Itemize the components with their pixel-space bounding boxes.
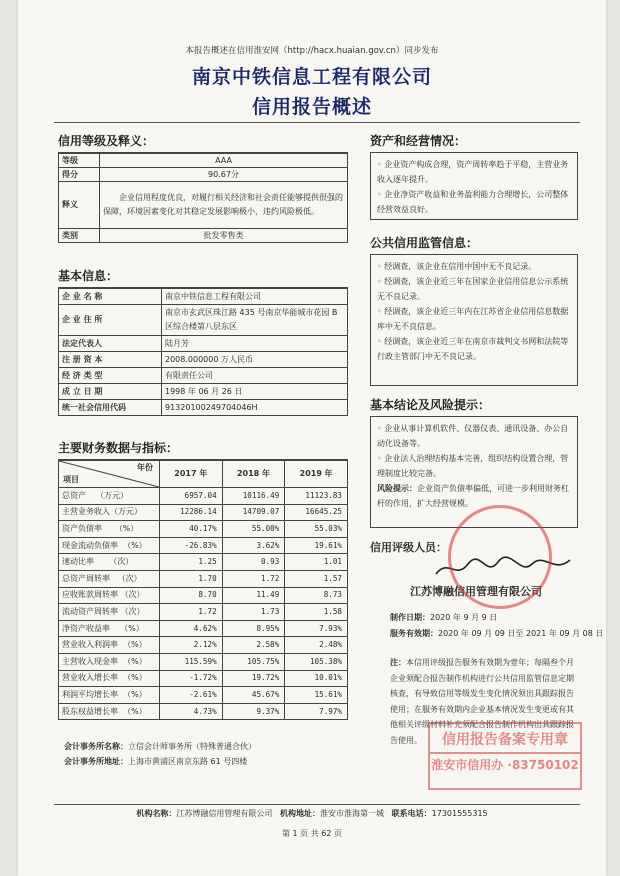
finance-row <box>59 604 348 621</box>
score-value: 90.67分 <box>100 168 348 182</box>
finance-row <box>59 670 348 687</box>
filing-stamp: 信用报告备案专用章 淮安市信用办 ·83750102 <box>428 722 582 790</box>
finance-value: 15.61% <box>285 687 348 704</box>
grade-heading: 信用等级及释义： <box>58 132 348 149</box>
finance-value: 10.01% <box>285 670 348 687</box>
finance-row <box>59 488 348 505</box>
title-divider <box>54 122 580 123</box>
grade-table <box>58 153 348 243</box>
finance-value: -26.83% <box>160 537 223 554</box>
definition-value: 企业信用程度优良，对履行相关经济和社会责任能够提供很强的保障，环境因素变化对其稳定发展影响极小，违约风险极低。 <box>100 182 348 229</box>
assets-item: ◦ 企业净资产收益和业务盈利能力合理增长，公司整体经营效益良好。 <box>377 190 569 214</box>
assets-box <box>370 152 578 220</box>
econ-type-label: 经 济 类 型 <box>59 368 162 384</box>
audit-address-line: 会计事务所地址：上海市黄浦区南京东路 61 号四楼 <box>64 757 248 766</box>
finance-value: 4.62% <box>160 620 223 637</box>
finance-item-label: 净资产收益率 （%） <box>59 620 160 637</box>
make-date-line: 制作日期：2020 年 9 月 9 日 <box>390 613 498 622</box>
finance-row <box>59 554 348 571</box>
finance-value: 105.75% <box>222 653 285 670</box>
finance-row <box>59 637 348 654</box>
finance-value: 8.95% <box>222 620 285 637</box>
finance-value: 2.12% <box>160 637 223 654</box>
finance-value: 7.93% <box>285 620 348 637</box>
founded-value: 1998 年 06 月 26 日 <box>162 384 348 400</box>
company-seal <box>448 505 552 609</box>
finance-item-label: 速动比率 （次） <box>59 554 160 571</box>
finance-value: 8.70 <box>160 587 223 604</box>
finance-corner-cell <box>59 461 160 488</box>
finance-value: 1.70 <box>160 570 223 587</box>
finance-item-label: 流动资产周转率 （次） <box>59 604 160 621</box>
founded-label: 成 立 日 期 <box>59 384 162 400</box>
grade-value: AAA <box>100 154 348 168</box>
definition-label: 释义 <box>59 182 100 229</box>
risk-tip: 风险提示：企业资产负债率偏低，可进一步利用财务杠杆的作用，扩大经营规模。 <box>377 484 569 508</box>
finance-value: 45.67% <box>222 687 285 704</box>
finance-row <box>59 521 348 538</box>
note-paragraph: 注：本信用评级报告服务有效期为壹年；每隔叁个月企业须配合报告制作机构进行公共信用监管信息定期核查，有导致信用等级发生变化情况须出具跟踪报告使用；在服务有效期内企业基本情况发生变更或有其他相关评级材料补充须配合报告制作机构出具跟踪报告使用。 <box>390 658 574 745</box>
finance-row <box>59 703 348 720</box>
finance-value: -2.61% <box>160 687 223 704</box>
grade-label: 等级 <box>59 154 100 168</box>
finance-value: 1.58 <box>285 604 348 621</box>
finance-row <box>59 570 348 587</box>
finance-value: 55.03% <box>285 521 348 538</box>
finance-value: 8.73 <box>285 587 348 604</box>
finance-value: 115.59% <box>160 653 223 670</box>
company-title: 南京中铁信息工程有限公司 <box>191 66 432 88</box>
conclusion-item: ◦ 企业从事计算机软件、仪器仪表、通讯设备、办公自动化设备等。 <box>377 424 569 448</box>
public-box <box>370 254 578 386</box>
finance-value: 9.37% <box>222 703 285 720</box>
conclusion-heading: 基本结论及风险提示： <box>370 396 578 413</box>
finance-value: 1.25 <box>160 554 223 571</box>
report-title: 信用报告概述 <box>251 96 372 118</box>
legal-rep-value: 陆月芳 <box>162 336 348 352</box>
finance-value: 1.57 <box>285 570 348 587</box>
finance-value: 11123.83 <box>285 488 348 505</box>
finance-value: 14709.07 <box>222 504 285 521</box>
finance-value: 1.72 <box>160 604 223 621</box>
category-value: 批发零售类 <box>100 229 348 243</box>
public-item: ◦ 经调查，该企业近三年内在江苏省企业信用信息数据库中无不良信息。 <box>377 307 569 331</box>
finance-value: 19.72% <box>222 670 285 687</box>
finance-value: 19.61% <box>285 537 348 554</box>
finance-heading: 主要财务数据与指标： <box>58 439 348 456</box>
finance-item-label: 股东权益增长率 （%） <box>59 703 160 720</box>
econ-type-value: 有限责任公司 <box>162 368 348 384</box>
finance-row <box>59 504 348 521</box>
public-item: ◦ 经调查，该企业近三年在国家企业信用信息公示系统无不良记录。 <box>377 277 569 301</box>
audit-firm-line: 会计事务所名称：立信会计师事务所（特殊普通合伙） <box>64 742 256 751</box>
finance-value: 2.48% <box>285 637 348 654</box>
finance-row <box>59 587 348 604</box>
public-item: ◦ 经调查，该企业近三年在南京市裁判文书网和法院等行政主管部门中无不良记录。 <box>377 337 569 361</box>
public-heading: 公共信用监管信息： <box>370 234 578 251</box>
company-name-label: 企 业 名 称 <box>59 289 162 305</box>
year-header: 2019 年 <box>285 461 348 488</box>
footer-divider <box>54 804 580 805</box>
rating-personnel-label: 信用评级人员： <box>370 541 447 554</box>
basic-table <box>58 288 348 416</box>
company-name-value: 南京中铁信息工程有限公司 <box>162 289 348 305</box>
corner-item-label: 项目 <box>63 475 79 484</box>
finance-item-label: 总资产 （万元） <box>59 488 160 505</box>
year-header: 2018 年 <box>222 461 285 488</box>
finance-value: 55.00% <box>222 521 285 538</box>
credit-code-label: 统一社会信用代码 <box>59 400 162 416</box>
year-header: 2017 年 <box>160 461 223 488</box>
footer-info: 机构名称：江苏博融信用管理有限公司 机构地址：淮安市淮海第一城 联系电话：17301555315 <box>136 809 488 818</box>
score-label: 得分 <box>59 168 100 182</box>
finance-value: -1.72% <box>160 670 223 687</box>
finance-item-label: 主营收入现金率 （%） <box>59 653 160 670</box>
finance-table <box>58 460 348 720</box>
basic-heading: 基本信息： <box>58 267 348 284</box>
category-label: 类别 <box>59 229 100 243</box>
assets-item: ◦ 企业资产构成合理，资产周转率趋于平稳，主营业务收入逐年提升。 <box>377 160 569 184</box>
report-page <box>18 0 606 876</box>
finance-value: 4.73% <box>160 703 223 720</box>
finance-item-label: 总资产周转率 （次） <box>59 570 160 587</box>
finance-value: 16645.25 <box>285 504 348 521</box>
finance-value: 105.38% <box>285 653 348 670</box>
finance-value: 40.17% <box>160 521 223 538</box>
validity-line: 服务有效期：2020 年 09 月 09 日至 2021 年 09 月 08 日 <box>390 629 604 638</box>
finance-row <box>59 653 348 670</box>
top-note: 本报告概述在信用淮安网（http://hacx.huaian.gov.cn）同步发布 <box>185 46 439 56</box>
credit-code-value: 91320100249704046H <box>162 400 348 416</box>
finance-item-label: 资产负债率 （%） <box>59 521 160 538</box>
finance-item-label: 营业收入增长率 （%） <box>59 670 160 687</box>
finance-value: 12286.14 <box>160 504 223 521</box>
finance-row <box>59 537 348 554</box>
address-value: 南京市玄武区珠江路 435 号南京华能城市花园 B 区综合楼第八层东区 <box>162 305 348 336</box>
capital-value: 2008.000000 万人民币 <box>162 352 348 368</box>
finance-item-label: 应收账款周转率 （次） <box>59 587 160 604</box>
finance-value: 2.58% <box>222 637 285 654</box>
finance-value: 1.01 <box>285 554 348 571</box>
assets-heading: 资产和经营情况： <box>370 132 578 149</box>
finance-value: 1.73 <box>222 604 285 621</box>
finance-value: 1.72 <box>222 570 285 587</box>
capital-label: 注 册 资 本 <box>59 352 162 368</box>
finance-item-label: 营业收入利润率 （%） <box>59 637 160 654</box>
finance-value: 0.93 <box>222 554 285 571</box>
rating-agency: 江苏博融信用管理有限公司 <box>410 585 542 598</box>
finance-item-label: 现金流动负债率 （%） <box>59 537 160 554</box>
finance-row <box>59 687 348 704</box>
corner-year-label: 年份 <box>137 463 153 472</box>
finance-value: 11.49 <box>222 587 285 604</box>
legal-rep-label: 法定代表人 <box>59 336 162 352</box>
finance-row <box>59 620 348 637</box>
finance-item-label: 利润平均增长率 （%） <box>59 687 160 704</box>
page-number: 第 1 页 共 62 页 <box>282 829 342 838</box>
address-label: 企 业 住 所 <box>59 305 162 336</box>
finance-value: 6957.04 <box>160 488 223 505</box>
finance-value: 3.62% <box>222 537 285 554</box>
finance-item-label: 主营业务收入（万元） <box>59 504 160 521</box>
conclusion-item: ◦ 企业法人治理结构基本完善，组织结构设置合理，管理制度比较完备。 <box>377 454 569 478</box>
public-item: ◦ 经调查，该企业在信用中国中无不良记录。 <box>377 262 537 271</box>
finance-value: 7.97% <box>285 703 348 720</box>
finance-value: 10116.49 <box>222 488 285 505</box>
